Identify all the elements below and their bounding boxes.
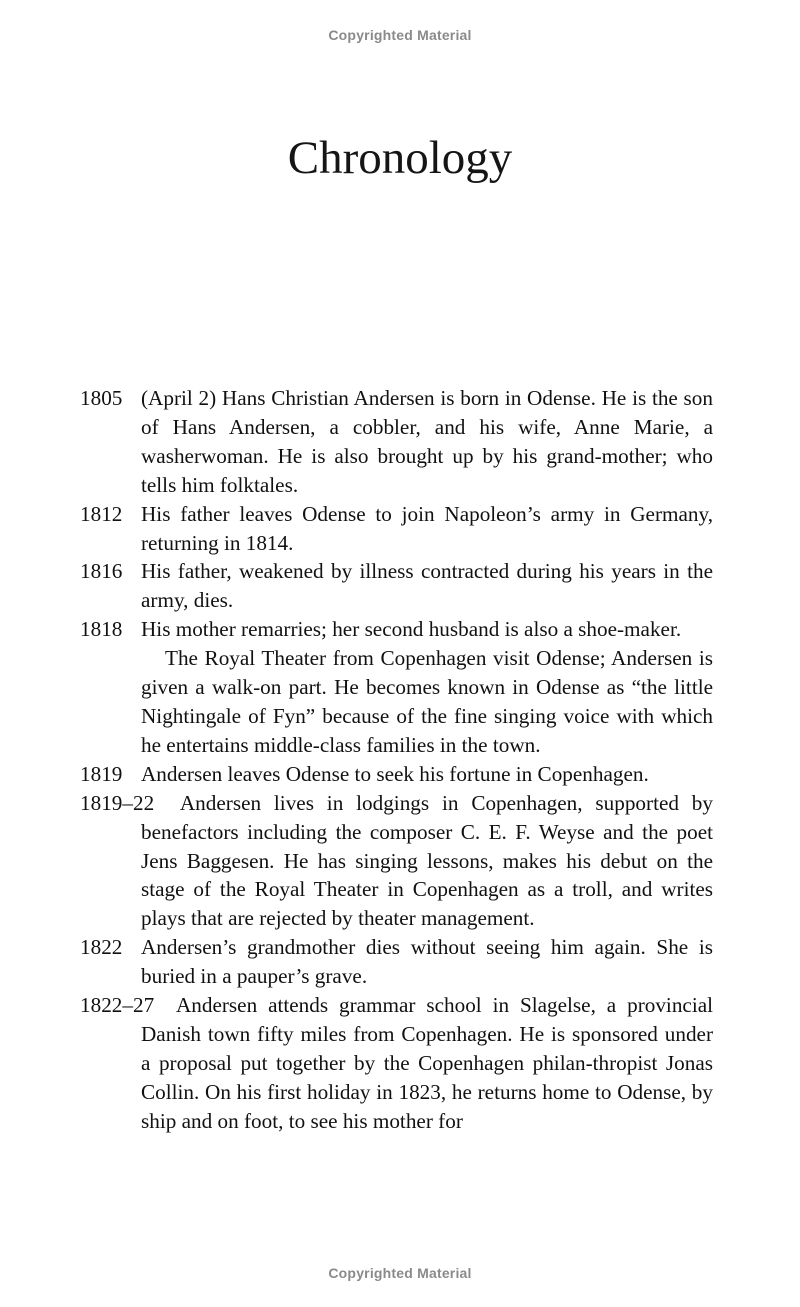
- chronology-entry-1816: [80, 557, 713, 615]
- chronology-entry-1819: [80, 760, 713, 789]
- entry-text: benefactors including the composer C. E. F. Weyse and the poet Jens Baggesen. He has singing lessons, makes his debut on the stage of the Royal Theater in Copenhagen as a troll, and writes plays that are rejected by theater management.: [141, 819, 713, 931]
- entry-text: His father, weakened by illness contracted during his years in the army, dies.: [141, 559, 713, 613]
- entry-year: 1822–27: [80, 993, 155, 1018]
- chronology-entry-1805: [80, 384, 713, 500]
- entry-text: Andersen leaves Odense to seek his fortune in Copenhagen.: [141, 761, 649, 786]
- entry-year: 1818: [80, 617, 123, 642]
- entry-first-line: [80, 991, 713, 1020]
- entry-year: 1819: [80, 761, 123, 786]
- entry-first-line: [80, 789, 713, 818]
- entry-text-lead: Andersen attends grammar school in Slagelse, a provincial: [175, 993, 713, 1018]
- page-title: Chronology: [287, 132, 513, 184]
- watermark-top: Copyrighted Material: [328, 27, 472, 43]
- chronology-entry-1822: [80, 933, 713, 991]
- entry-text-continued: The Royal Theater from Copenhagen visit Odense; Andersen is given a walk-on part. He becomes known in Odense as “the little Nightingale of Fyn” because of the fine singing voice with which he entertains middle-class families in the town.: [141, 646, 713, 757]
- entry-text: His father leaves Odense to join Napoleon’s army in Germany, returning in 1814.: [141, 501, 713, 555]
- watermark-bottom: Copyrighted Material: [328, 1265, 472, 1281]
- chronology-entry-1818: [80, 615, 713, 760]
- entry-text-lead: Andersen lives in lodgings in Copenhagen, supported by: [179, 790, 713, 815]
- entry-year: 1812: [80, 501, 123, 526]
- chronology-entry-1822-27: [80, 991, 713, 1136]
- entry-year: 1816: [80, 559, 123, 584]
- entry-year: 1805: [80, 386, 123, 410]
- entry-year: 1822: [80, 935, 123, 960]
- entry-year: 1819–22: [80, 790, 155, 815]
- entry-text: Danish town fifty miles from Copenhagen. He is sponsored under a proposal put together by the Copenhagen philan-thropist Jonas Collin. On his first holiday in 1823, he returns home to Odense, by ship and on foot, to see his mother for: [141, 1021, 713, 1133]
- chronology-list: [80, 384, 713, 1136]
- chronology-entry-1819-22: [80, 789, 713, 934]
- entry-text: (April 2) Hans Christian Andersen is born in Odense. He is the son of Hans Andersen, a cobbler, and his wife, Anne Marie, a washerwoman. He is also brought up by his grand-mother; who tells him folktales.: [141, 386, 713, 497]
- chronology-entry-1812: [80, 500, 713, 558]
- entry-text: Andersen’s grandmother dies without seeing him again. She is buried in a pauper’s grave.: [141, 935, 713, 989]
- entry-text: His mother remarries; her second husband is also a shoe-maker.: [141, 617, 682, 642]
